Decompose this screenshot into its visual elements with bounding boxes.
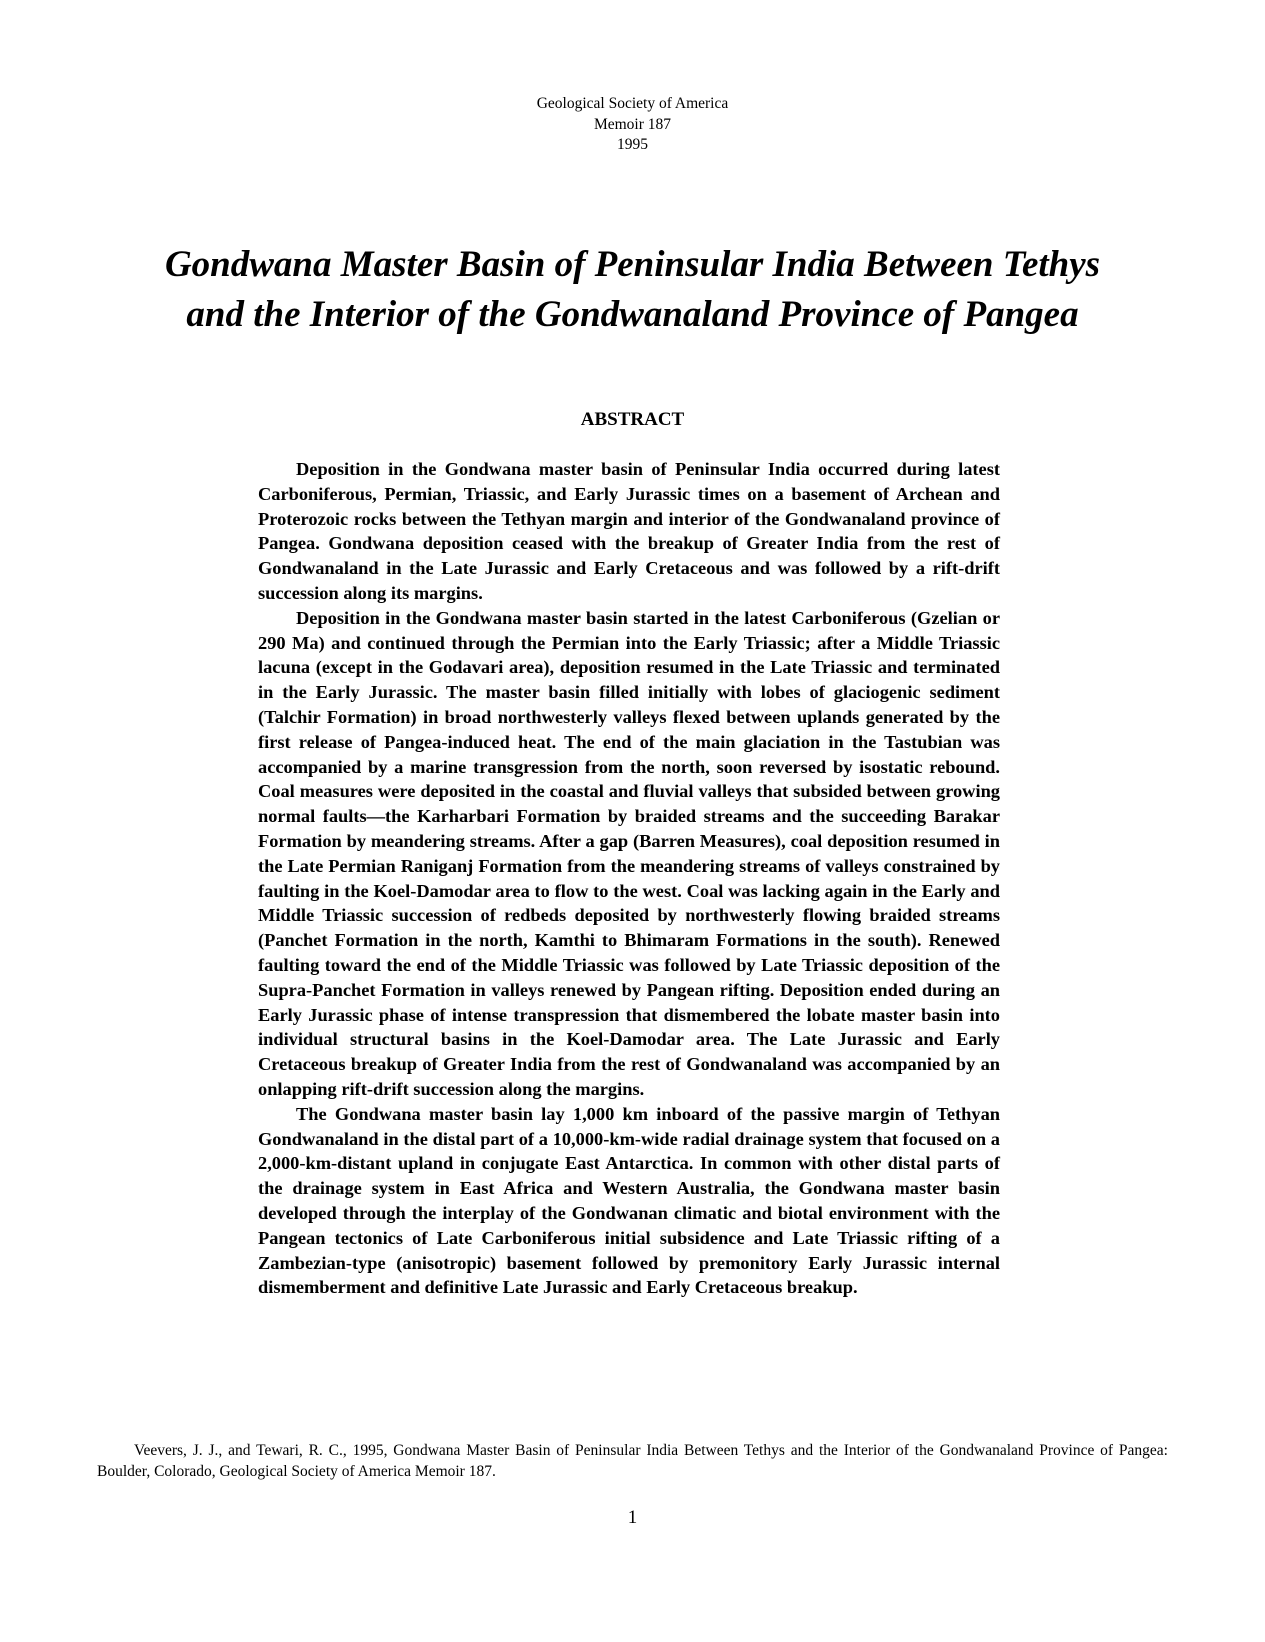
society-name: Geological Society of America — [536, 95, 729, 112]
abstract-paragraph-2: Deposition in the Gondwana master basin started in the latest Carboniferous (Gzelian or 290 Ma) and continued through the Permian into the Early Triassic; after a Middle Triassic lacuna (except in the Godavari area), deposition resumed in the Late Triassic and terminated in the Early Jurassic. The master basin filled initially with lobes of glaciogenic sediment (Talchir Formation) in broad northwesterly valleys flexed between uplands generated by the first release of Pangea-induced heat. The end of the main glaciation in the Tastubian was accompanied by a marine transgression from the north, soon reversed by isostatic rebound. Coal measures were deposited in the coastal and fluvial valleys that subsided between growing normal faults—the Karharbari Formation by braided streams and the succeeding Barakar Formation by meandering streams. After a gap (Barren Measures), coal deposition resumed in the Late Permian Raniganj Formation from the meandering streams of valleys constrained by faulting in the Koel-Damodar area to flow to the west. Coal was lacking again in the Early and Middle Triassic succession of redbeds deposited by northwesterly flowing braided streams (Panchet Formation in the north, Kamthi to Bhimaram Formations in the south). Renewed faulting toward the end of the Middle Triassic was followed by Late Triassic deposition of the Supra-Panchet Formation in valleys renewed by Pangean rifting. Deposition ended during an Early Jurassic phase of intense transpression that dismembered the lobate master basin into individual structural basins in the Koel-Damodar area. The Late Jurassic and Early Cretaceous breakup of Greater India from the rest of Gondwanaland was accompanied by an onlapping rift-drift succession along the margins. — [258, 607, 1000, 1099]
title-line-1: Gondwana Master Basin of Peninsular India Between Tethys — [164, 244, 1101, 285]
publication-year: 1995 — [617, 136, 648, 153]
publication-header — [0, 94, 1265, 156]
paper-title — [100, 240, 1165, 340]
abstract-paragraph-3: The Gondwana master basin lay 1,000 km inboard of the passive margin of Tethyan Gondwanaland in the distal part of a 10,000-km-wide radial drainage system that focused on a 2,000-km-distant upland in conjugate East Antarctica. In common with other distal parts of the drainage system in East Africa and Western Australia, the Gondwana master basin developed through the interplay of the Gondwanan climatic and biotal environment with the Pangean tectonics of Late Carboniferous initial subsidence and Late Triassic rifting of a Zambezian-type (anisotropic) basement followed by premonitory Early Jurassic internal dismemberment and definitive Late Jurassic and Early Cretaceous breakup. — [258, 1103, 1000, 1298]
page-number: 1 — [627, 1507, 638, 1528]
abstract-paragraph-1: Deposition in the Gondwana master basin of Peninsular India occurred during latest Carboniferous, Permian, Triassic, and Early Jurassic times on a basement of Archean and Proterozoic rocks between the Tethyan margin and interior of the Gondwanaland province of Pangea. Gondwana deposition ceased with the breakup of Greater India from the rest of Gondwanaland in the Late Jurassic and Early Cretaceous and was followed by a rift-drift succession along its margins. — [258, 459, 1000, 603]
title-line-2: and the Interior of the Gondwanaland Province of Pangea — [186, 294, 1079, 335]
memoir-number: Memoir 187 — [593, 115, 672, 133]
abstract-body — [258, 457, 1000, 1300]
abstract-heading: ABSTRACT — [580, 409, 685, 430]
citation-footnote: Veevers, J. J., and Tewari, R. C., 1995, Gondwana Master Basin of Peninsular India Between Tethys and the Interior of the Gondwanaland Province of Pangea: Boulder, Colorado, Geological Society of America Memoir 187. — [97, 1442, 1168, 1480]
